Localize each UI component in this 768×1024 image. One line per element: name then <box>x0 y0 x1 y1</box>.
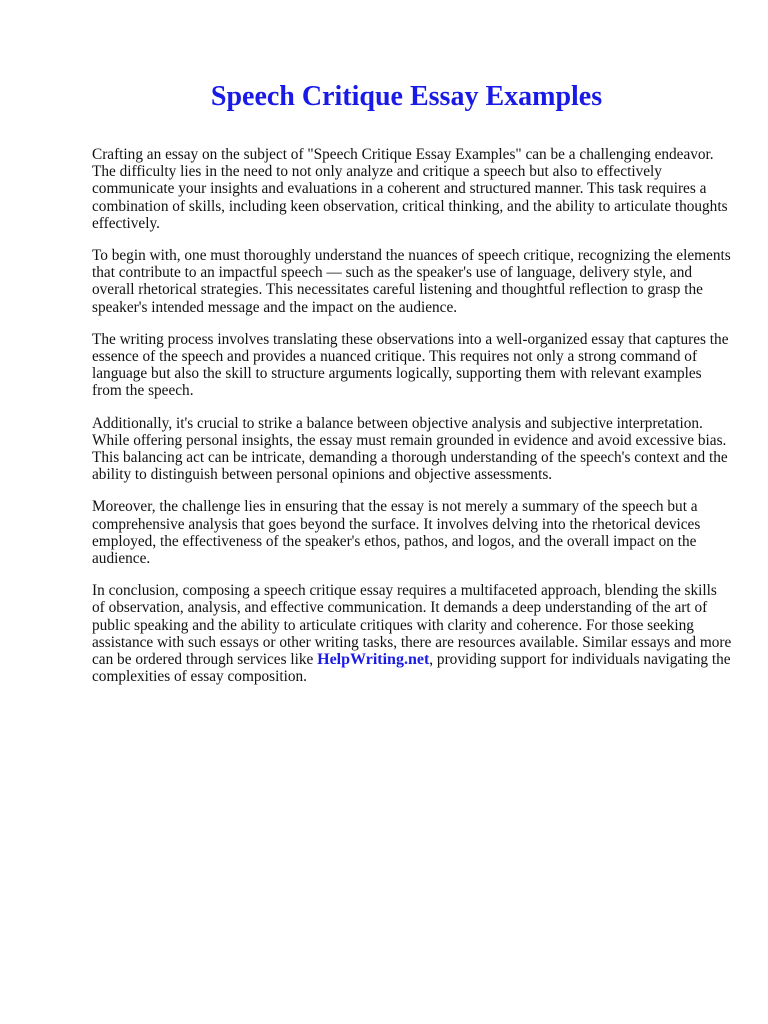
paragraph-understanding: To begin with, one must thoroughly understand the nuances of speech critique, recognizing the elements that contribute to an impactful speech — such as the speaker's use of language, delivery style, and overall rhetorical strategies. This necessitates careful listening and thoughtful reflection to grasp the speaker's intended message and the impact on the audience. <box>92 247 731 316</box>
paragraph-balance: Additionally, it's crucial to strike a balance between objective analysis and subjective interpretation. While offering personal insights, the essay must remain grounded in evidence and avoid excessive bias. This balancing act can be intricate, demanding a thorough understanding of the speech's context and the ability to distinguish between personal opinions and objective assessments. <box>92 414 728 484</box>
paragraph-conclusion <box>92 582 732 685</box>
conclusion-text-before-link: In conclusion, composing a speech critique essay requires a multifaceted approach, blending the skills of observation, analysis, and effective communication. It demands a deep understanding of the art of public speaking and the ability to articulate critiques with clarity and coherence. For those seeking assistance with such essays or other writing tasks, there are resources available. Similar essays and more can be ordered through services like <box>92 582 732 669</box>
helpwriting-link[interactable]: HelpWriting.net <box>317 651 430 669</box>
page-title: Speech Critique Essay Examples <box>210 81 603 112</box>
paragraph-analysis: Moreover, the challenge lies in ensuring that the essay is not merely a summary of the speech but a comprehensive analysis that goes beyond the surface. It involves delving into the rhetorical devices employed, the effectiveness of the speaker's ethos, pathos, and logos, and the overall impact on the audience. <box>92 498 701 568</box>
paragraph-intro: Crafting an essay on the subject of "Speech Critique Essay Examples" can be a challenging endeavor. The difficulty lies in the need to not only analyze and critique a speech but also to effectively communicate your insights and evaluations in a coherent and structured manner. This task requires a combination of skills, including keen observation, critical thinking, and the ability to articulate thoughts effectively. <box>92 146 728 232</box>
paragraph-writing-process: The writing process involves translating these observations into a well-organized essay that captures the essence of the speech and provides a nuanced critique. This requires not only a strong command of language but also the skill to structure arguments logically, supporting them with relevant examples from the speech. <box>92 330 729 400</box>
conclusion-text-after-link: , providing support for individuals navigating the complexities of essay composition. <box>92 651 731 686</box>
document-body <box>92 146 732 700</box>
